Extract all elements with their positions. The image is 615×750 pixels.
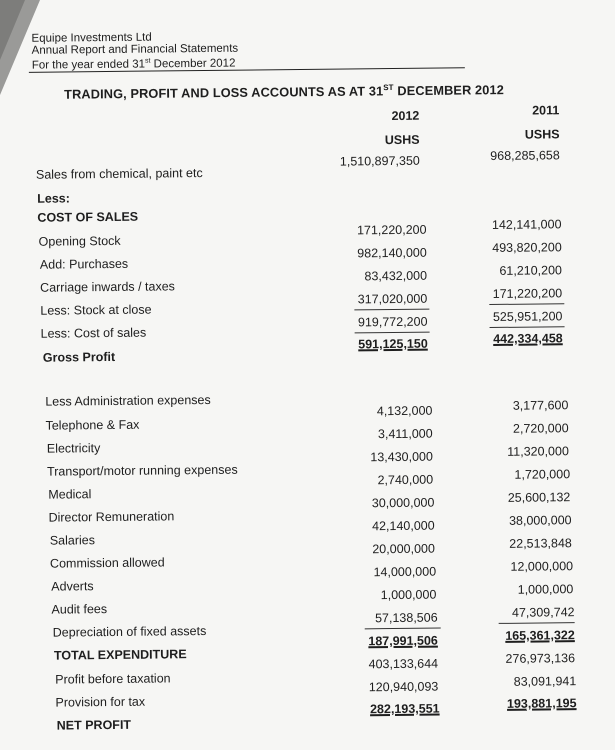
row-label: Adverts bbox=[51, 579, 94, 594]
net-profit-2011: 193,881,195 bbox=[506, 696, 577, 711]
row-label: Add: Purchases bbox=[39, 256, 129, 272]
statement-title: TRADING, PROFIT AND LOSS ACCOUNTS AS AT 31ST DECEMBER 2012 bbox=[64, 82, 504, 102]
column-year-2011: 2011 bbox=[532, 103, 560, 118]
column-currency-2011: USHS bbox=[524, 127, 560, 142]
value-2011: 276,973,136 bbox=[505, 651, 576, 666]
value-2011: 38,000,000 bbox=[508, 513, 572, 528]
row-label-cost-of-sales: COST OF SALES bbox=[37, 209, 139, 225]
value-2011: 171,220,200 bbox=[492, 286, 563, 301]
column-year-2012: 2012 bbox=[391, 108, 420, 124]
row-label-gross-profit: Gross Profit bbox=[42, 349, 116, 365]
column-currency-2012: USHS bbox=[384, 132, 420, 148]
value-2012: 403,133,644 bbox=[368, 656, 439, 672]
value-2011: 83,091,941 bbox=[513, 674, 577, 689]
total-expenditure-2011: 165,361,322 bbox=[505, 628, 575, 643]
report-name: Annual Report and Financial Statements bbox=[31, 42, 239, 57]
row-label: Commission allowed bbox=[49, 555, 165, 571]
value-2011: 22,513,848 bbox=[509, 536, 572, 551]
gross-profit-2011: 442,334,458 bbox=[493, 331, 563, 346]
value-2012: 14,000,000 bbox=[373, 564, 437, 580]
row-label-net-profit: NET PROFIT bbox=[56, 717, 132, 733]
value-2011: 968,285,658 bbox=[490, 148, 560, 163]
report-period: For the year ended 31st December 2012 bbox=[31, 57, 236, 72]
value-2011: 3,177,600 bbox=[512, 398, 569, 413]
row-label: Less: Stock at close bbox=[40, 302, 152, 318]
value-2012: 982,140,000 bbox=[357, 245, 427, 261]
value-2012: 20,000,000 bbox=[372, 541, 435, 557]
value-2011: 47,309,742 bbox=[511, 605, 575, 620]
row-label: Transport/motor running expenses bbox=[46, 462, 238, 479]
value-2012: 57,138,506 bbox=[374, 610, 438, 626]
row-label: Carriage inwards / taxes bbox=[40, 279, 175, 295]
row-label: Audit fees bbox=[51, 602, 108, 617]
company-name: Equipe Investments Ltd bbox=[31, 31, 152, 45]
row-label: Director Remuneration bbox=[48, 509, 175, 525]
value-2012: 2,740,000 bbox=[377, 472, 434, 488]
value-2012: 13,430,000 bbox=[370, 449, 433, 465]
value-2011: 11,320,000 bbox=[507, 444, 569, 459]
row-label: Profit before taxation bbox=[55, 671, 171, 687]
value-2011: 2,720,000 bbox=[512, 421, 569, 436]
row-label: Telephone & Fax bbox=[45, 417, 140, 433]
value-2011: 525,951,200 bbox=[492, 309, 563, 324]
value-2012: 3,411,000 bbox=[377, 426, 433, 442]
total-expenditure-2012: 187,991,506 bbox=[368, 633, 438, 649]
row-label: Salaries bbox=[49, 533, 96, 548]
value-2012: 317,020,000 bbox=[357, 291, 428, 307]
value-2012: 1,510,897,350 bbox=[339, 153, 420, 169]
value-2012: 171,220,200 bbox=[356, 222, 427, 238]
row-label: Less: Cost of sales bbox=[40, 325, 147, 341]
value-2012: 42,140,000 bbox=[372, 518, 435, 534]
row-label: Electricity bbox=[46, 441, 101, 456]
value-2012: 1,000,000 bbox=[380, 587, 437, 603]
value-2011: 1,720,000 bbox=[514, 467, 571, 482]
value-2011: 1,000,000 bbox=[517, 582, 574, 597]
row-label: Medical bbox=[48, 487, 92, 502]
subtotal-rule-2011 bbox=[490, 326, 565, 328]
value-2011: 25,600,132 bbox=[507, 490, 571, 505]
value-2012: 4,132,000 bbox=[376, 403, 433, 419]
row-label-total-expenditure: TOTAL EXPENDITURE bbox=[53, 647, 187, 663]
value-2011: 61,210,200 bbox=[499, 263, 563, 278]
value-2012: 83,432,000 bbox=[364, 268, 428, 284]
value-2012: 120,940,093 bbox=[368, 679, 439, 695]
subtotal-rule-2011 bbox=[499, 622, 575, 624]
subtotal-rule-2012 bbox=[354, 309, 429, 311]
net-profit-2012: 282,193,551 bbox=[369, 701, 440, 717]
value-2012: 30,000,000 bbox=[371, 495, 435, 511]
subtotal-rule-2012 bbox=[365, 628, 441, 630]
row-label: Provision for tax bbox=[55, 694, 146, 710]
value-2012: 919,772,200 bbox=[357, 314, 428, 330]
row-label: Less Administration expenses bbox=[45, 392, 211, 409]
row-label: Depreciation of fixed assets bbox=[52, 623, 207, 640]
value-2011: 142,141,000 bbox=[491, 217, 562, 232]
row-label: Opening Stock bbox=[38, 233, 121, 249]
gross-profit-2012: 591,125,150 bbox=[358, 336, 428, 352]
subtotal-rule-2012 bbox=[355, 332, 430, 334]
report-header bbox=[31, 31, 238, 72]
value-2011: 493,820,200 bbox=[492, 240, 562, 255]
row-label: Less: bbox=[37, 191, 70, 206]
row-label: Sales from chemical, paint etc bbox=[35, 166, 203, 182]
value-2011: 12,000,000 bbox=[510, 559, 574, 574]
subtotal-rule-2011 bbox=[489, 303, 564, 305]
